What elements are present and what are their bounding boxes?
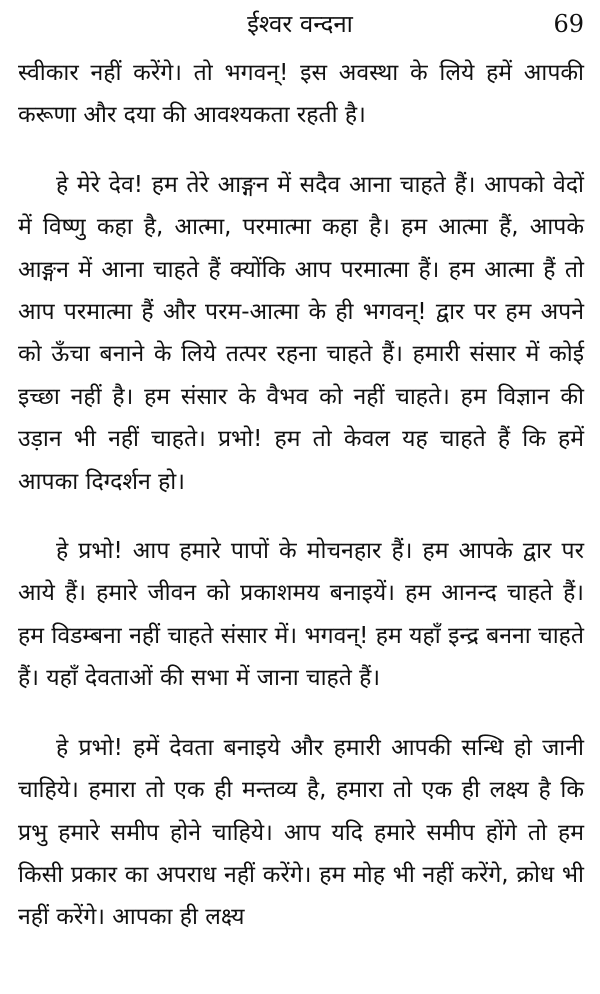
page-body (18, 52, 584, 939)
paragraph: हे प्रभो! आप हमारे पापों के मोचनहार हैं। हम आपके द्वार पर आये हैं। हमारे जीवन को प्रकाशमय बनाइयें। हम आनन्द चाहते हैं। हम विडम्बना नहीं चाहते संसार में। भगवन्! हम यहाँ इन्द्र बनना चाहते हैं। यहाँ देवताओं की सभा में जाना चाहते हैं। (18, 538, 584, 692)
page-number: 69 (553, 10, 584, 38)
running-title: ईश्वर वन्दना (247, 10, 353, 38)
paragraph-continuation: स्वीकार नहीं करेंगे। तो भगवन्! इस अवस्था के लिये हमें आपकी करूणा और दया की आवश्यकता रहती है। (18, 60, 584, 129)
page-header (0, 8, 600, 50)
paragraph: हे मेरे देव! हम तेरे आङ्गन में सदैव आना चाहते हैं। आपको वेदों में विष्णु कहा है, आत्मा, परमात्मा कहा है। हम आत्मा हैं, आपके आङ्गन में आना चाहते हैं क्योंकि आप परमात्मा हैं। हम आत्मा हैं तो आप परमात्मा हैं और परम-आत्मा के ही भगवन्! द्वार पर हम अपने को ऊँचा बनाने के लिये तत्पर रहना चाहते हैं। हमारी संसार में कोई इच्छा नहीं है। हम संसार के वैभव को नहीं चाहते। हम विज्ञान की उड़ान भी नहीं चाहते। प्रभो! हम तो केवल यह चाहते हैं कि हमें आपका दिग्दर्शन हो। (18, 171, 584, 495)
paragraph: हे प्रभो! हमें देवता बनाइये और हमारी आपकी सन्धि हो जानी चाहिये। हमारा तो एक ही मन्तव्य है, हमारा तो एक ही लक्ष्य है कि प्रभु हमारे समीप होने चाहिये। आप यदि हमारे समीप होंगे तो हम किसी प्रकार का अपराध नहीं करेंगे। हम मोह भी नहीं करेंगे, क्रोध भी नहीं करेंगे। आपका ही लक्ष्य (18, 734, 584, 931)
